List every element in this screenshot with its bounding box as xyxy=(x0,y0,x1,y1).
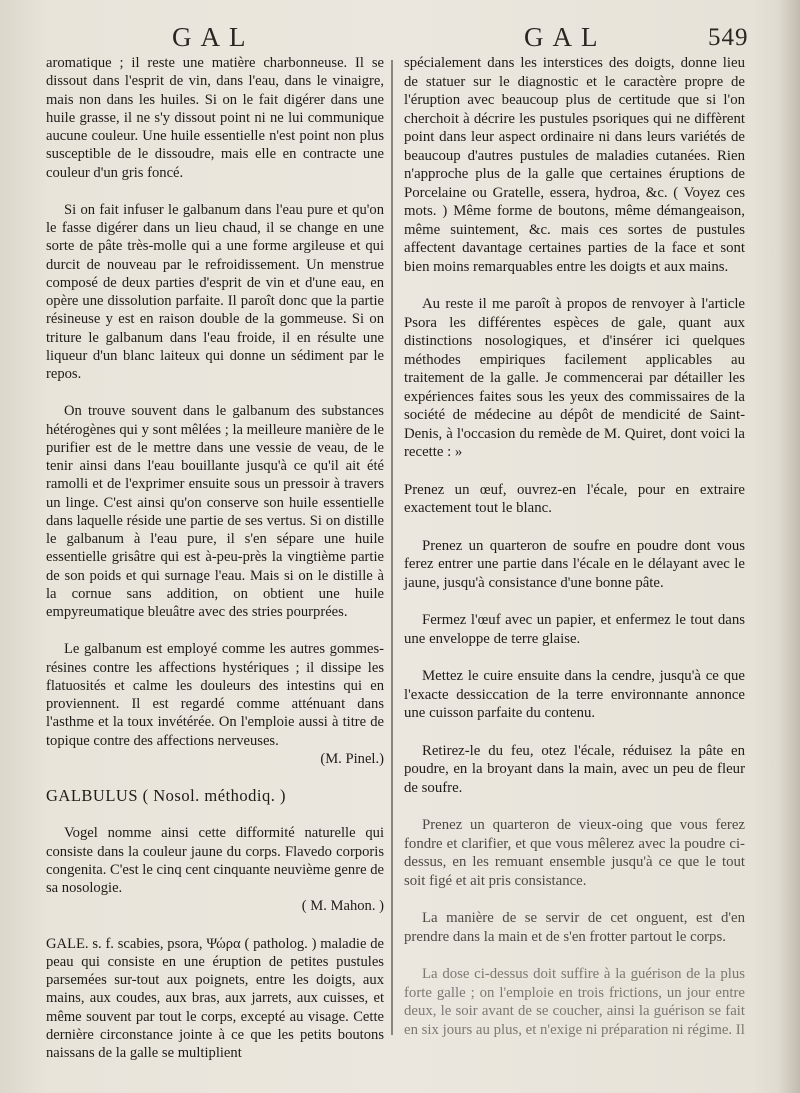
running-head-left: GAL xyxy=(172,22,255,52)
entry-gale: GALE. s. f. scabies, psora, Ψώρα ( patholog. ) maladie de peau qui consiste en une éruption de petites pustules parsemées sur-tout aux poignets, entre les doigts, aux mains, aux coudes, aux bras, aux jarrets, aux cuisses, et même souvent par tout le corps, excepté au visage. Cette dernière circonstance jointe à ce que les petits boutons naissans de la galle se multiplient xyxy=(46,935,384,1061)
paragraph: La dose ci-dessus doit suffire à la guérison de la plus forte galle ; on l'emploie en trois frictions, un jour entre deux, le soir avant de se coucher, ainsi la guérison se fait en six jours au plus, et n'exige ni préparation ni régime. Il xyxy=(404,966,745,1038)
paragraph: La manière de se servir de cet onguent, est d'en prendre dans la main et de s'en frotter partout le corps. xyxy=(404,910,745,945)
right-column xyxy=(404,54,745,1058)
recipe-step: Fermez l'œuf avec un papier, et enfermez le tout dans une enveloppe de terre glaise. xyxy=(404,612,745,647)
paragraph: Vogel nomme ainsi cette difformité naturelle qui consiste dans la couleur jaune du corps. Flavedo corporis congenita. C'est le cinq cent cinquante neuvième genre de sa nosologie. xyxy=(46,825,384,896)
paragraph: spécialement dans les interstices des doigts, donne lieu de statuer sur le diagnostic et le caractère propre de l'éruption avec beaucoup plus de certitude que si l'on cherchoit à décrire les pustules psoriques qui ne diffèrent point dans leur aspect ordinaire ni dans leurs variétés de beaucoup d'autres pustules de maladies cutanées. Rien n'approche plus de la galle que certaines éruptions de Porcelaine ou Gratelle, essera, hydroa, &c. ( Voyez ces mots. ) Même forme de boutons, même démangeaison, même suintement, &c. mais ces sortes de pustules affectent davantage certaines parties de la face et sont bien moins remarquables entre les doigts et aux mains. xyxy=(404,55,745,275)
author-signature: (M. Pinel.) xyxy=(320,750,384,767)
page-number: 549 xyxy=(708,24,749,51)
page-edge-shadow xyxy=(778,0,800,1093)
paragraph: Le galbanum est employé comme les autres gommes-résines contre les affections hystériques ; il dissipe les flatuosités et calme les douleurs des intestins qui en proviennent. Il est regardé comme atténuant dans l'asthme et la toux invétérée. On l'emploie aussi à titre de topique contre des affections nerveuses. xyxy=(46,641,384,749)
recipe-step: Prenez un œuf, ouvrez-en l'écale, pour en extraire exactement tout le blanc. xyxy=(404,481,745,516)
recipe-step: Mettez le cuire ensuite dans la cendre, jusqu'à ce que l'exacte dessiccation de la terre environnante annonce une cuisson parfaite du contenu. xyxy=(404,668,745,721)
recipe-step: Prenez un quarteron de vieux-oing que vous ferez fondre et clarifier, et que vous mêlerez avec la poudre ci-dessus, en les remuant ensemble jusqu'à ce que le tout soit figé et ait pris consistance. xyxy=(404,817,745,889)
running-head-right: GAL xyxy=(524,22,607,52)
paragraph: Si on fait infuser le galbanum dans l'eau pure et qu'on le fasse digérer dans un lieu chaud, il se change en une sorte de pâte très-molle qui a une forme argileuse et qui durcit de nouveau par le refroidissement. Un menstrue composé de deux parties d'esprit de vin et d'une eau, en opère une dissolution parfaite. Il paroît donc que la partie résineuse y est en raison double de la gommeuse. Si on triture le galbanum dans l'eau froide, il en résulte une liqueur d'un blanc laiteux qui donne un sédiment par le repos. xyxy=(46,201,384,382)
author-signature: ( M. Mahon. ) xyxy=(301,898,384,915)
recipe-step: Prenez un quarteron de soufre en poudre dont vous ferez entrer une partie dans l'écale en le délayant avec le jaune, jusqu'à consistance d'une bonne pâte. xyxy=(404,537,745,591)
paragraph: Au reste il me paroît à propos de renvoyer à l'article Psora les différentes espèces de gale, quant aux distinctions nosologiques, et d'insérer ici quelques méthodes empiriques facilement applicables au traitement de la galle. Je commencerai par détailler les expériences faites sous les yeux des commissaires de la société de médecine au dépôt de mendicité de Saint-Denis, à l'occasion du remède de M. Quiret, dont voici la recette : » xyxy=(404,296,745,460)
paragraph: On trouve souvent dans le galbanum des substances hétérogènes qui y sont mêlées ; la meilleure manière de le purifier est de le mettre dans une vessie de veau, de le tenir ainsi dans l'eau bouillante jusqu'à ce qu'il ait été ramolli et de l'exprimer ensuite sous un pressoir à travers un linge. C'est ainsi qu'on conserve son huile essentielle dans laquelle réside une partie de ses vertus. Si on distille le galbanum à l'eau pure, il s'en sépare une huile essentielle grisâtre qui est à-peu-près la vingtième partie de son poids et qui surnage l'eau. Mais si on le distille à la cornue sans addition, on obtient une huile empyreumatique bleuâtre avec des stries pourprées. xyxy=(46,403,384,620)
entry-heading: GALBULUS ( Nosol. méthodiq. ) xyxy=(46,786,286,805)
left-column xyxy=(46,54,384,1081)
recipe-step: Retirez-le du feu, otez l'écale, réduisez la pâte en poudre, en la broyant dans la main, avec un peu de fleur de soufre. xyxy=(404,742,745,796)
column-divider xyxy=(391,60,393,1035)
paragraph: aromatique ; il reste une matière charbonneuse. Il se dissout dans l'esprit de vin, dans l'eau, dans le vinaigre, mais non dans les huiles. Si on le fait digérer dans une huile grasse, il ne s'y dissout point ni ne lui communique aucune couleur. Une huile essentielle n'est point non plus susceptible de le dissoudre, mais elle en contracte une couleur d'un gris foncé. xyxy=(46,55,384,181)
